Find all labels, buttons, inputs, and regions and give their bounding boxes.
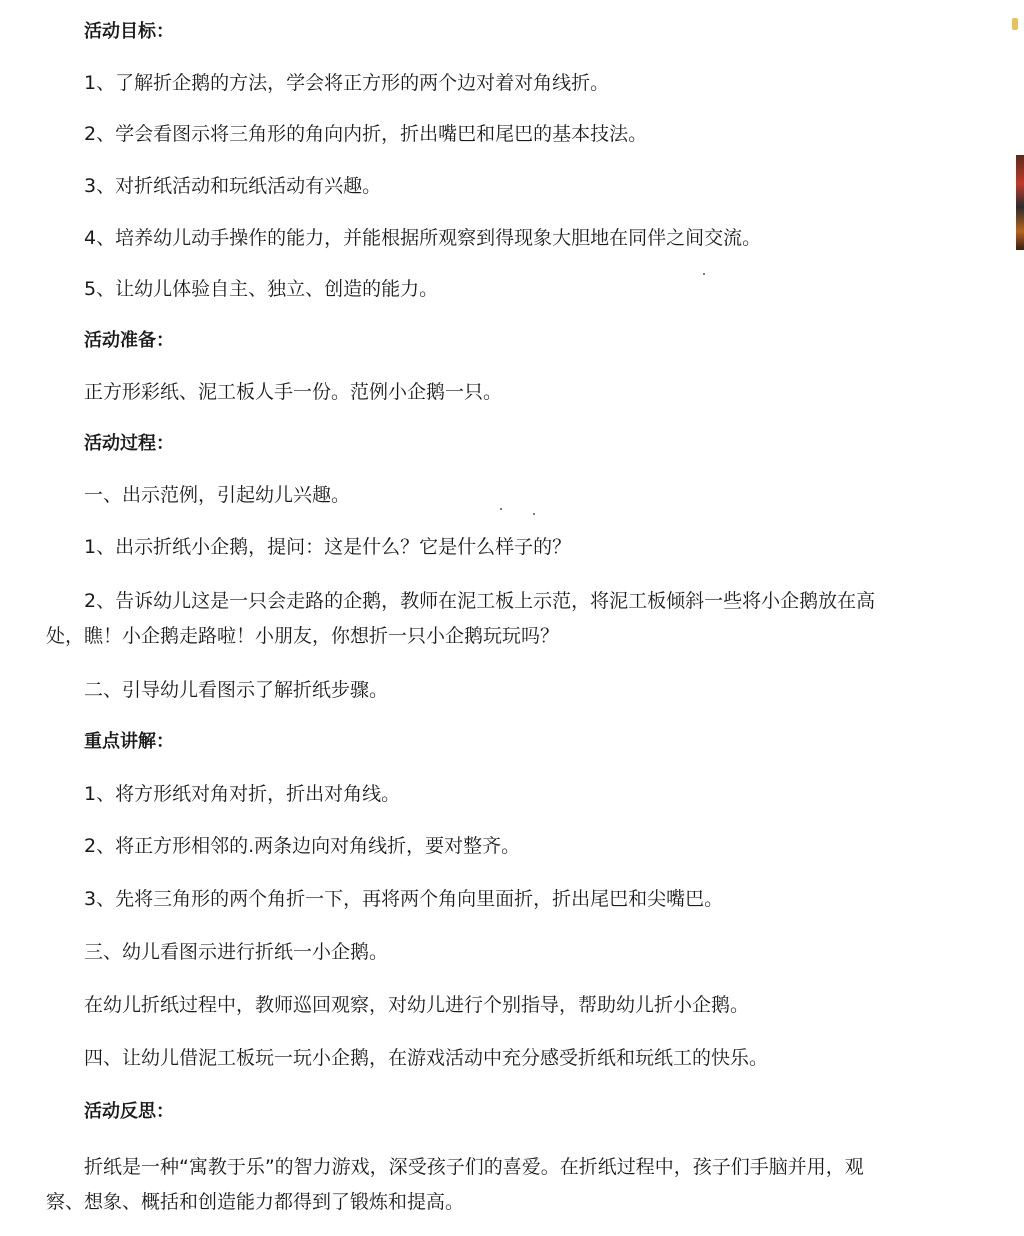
preparation-heading: 活动准备： [84, 330, 174, 351]
key-point-item: 3、先将三角形的两个角折一下，再将两个角向里面折，折出尾巴和尖嘴巴。 [84, 888, 724, 910]
process-heading: 活动过程： [84, 433, 174, 454]
process-step-2: 二、引导幼儿看图示了解折纸步骤。 [84, 679, 389, 701]
scan-speck [703, 273, 705, 275]
key-points-heading: 重点讲解： [84, 731, 174, 752]
process-step-4: 四、让幼儿借泥工板玩一玩小企鹅，在游戏活动中充分感受折纸和玩纸工的快乐。 [84, 1047, 769, 1069]
reflection-line-2: 察、想象、概括和创造能力都得到了锻炼和提高。 [46, 1191, 465, 1213]
goals-heading: 活动目标： [84, 21, 174, 42]
goal-item: 4、培养幼儿动手操作的能力，并能根据所观察到得现象大胆地在同伴之间交流。 [84, 227, 762, 249]
edge-image-fragment [1016, 155, 1024, 250]
scan-speck [533, 513, 535, 515]
goal-item: 1、了解折企鹅的方法，学会将正方形的两个边对着对角线折。 [84, 72, 610, 94]
process-step-1-item-1: 1、出示折纸小企鹅，提问：这是什么？它是什么样子的？ [84, 536, 572, 558]
process-step-1-item-2-line-2: 处，瞧！小企鹅走路啦！小朋友，你想折一只小企鹅玩玩吗？ [46, 625, 560, 647]
preparation-text: 正方形彩纸、泥工板人手一份。范例小企鹅一只。 [84, 381, 503, 403]
reflection-line-1: 折纸是一种“寓教于乐”的智力游戏，深受孩子们的喜爱。在折纸过程中，孩子们手脑并用，观 [84, 1156, 864, 1178]
process-step-1: 一、出示范例，引起幼儿兴趣。 [84, 484, 351, 506]
goal-item: 3、对折纸活动和玩纸活动有兴趣。 [84, 175, 382, 197]
process-step-1-item-2-line-1: 2、告诉幼儿这是一只会走路的企鹅，教师在泥工板上示范，将泥工板倾斜一些将小企鹅放在高 [84, 590, 876, 612]
goal-item: 2、学会看图示将三角形的角向内折，折出嘴巴和尾巴的基本技法。 [84, 123, 648, 145]
edge-artifact [1012, 18, 1018, 30]
process-step-3-text: 在幼儿折纸过程中，教师巡回观察，对幼儿进行个别指导，帮助幼儿折小企鹅。 [84, 994, 750, 1016]
key-point-item: 2、将正方形相邻的.两条边向对角线折，要对整齐。 [84, 835, 521, 857]
goal-item: 5、让幼儿体验自主、独立、创造的能力。 [84, 278, 439, 300]
reflection-heading: 活动反思： [84, 1101, 174, 1122]
process-step-3: 三、幼儿看图示进行折纸一小企鹅。 [84, 941, 389, 963]
scan-speck [500, 508, 502, 510]
key-point-item: 1、将方形纸对角对折，折出对角线。 [84, 783, 401, 805]
